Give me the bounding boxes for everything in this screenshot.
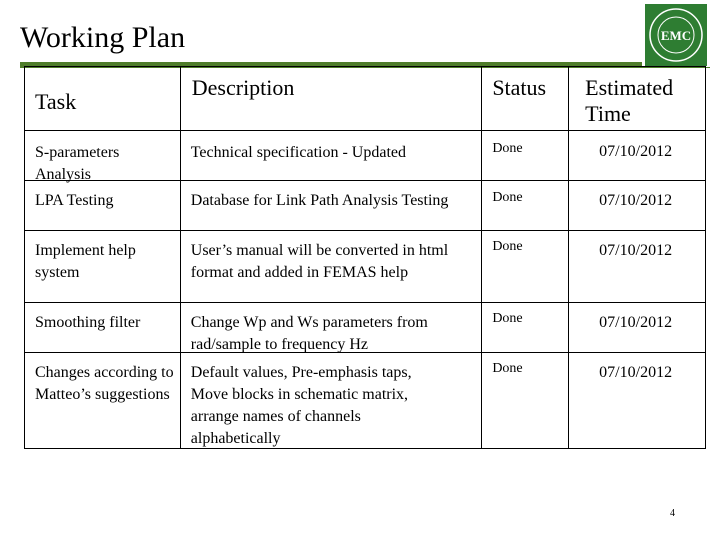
logo-text: EMC bbox=[660, 28, 692, 43]
time-cell: 07/10/2012 bbox=[599, 242, 673, 259]
task-cell: S-parameters Analysis bbox=[35, 144, 120, 183]
working-plan-table bbox=[24, 66, 706, 449]
task-cell: Changes according to Matteo’s suggestions bbox=[35, 364, 174, 403]
description-cell: User’s manual will be converted in html format and added in FEMAS help bbox=[190, 242, 449, 281]
header-status: Status bbox=[492, 75, 547, 100]
status-cell: Done bbox=[492, 361, 523, 376]
table-header-row bbox=[25, 67, 706, 131]
table-row bbox=[25, 353, 706, 449]
table-row bbox=[25, 231, 706, 303]
status-cell: Done bbox=[492, 190, 523, 205]
time-cell: 07/10/2012 bbox=[599, 364, 673, 381]
task-cell: Implement help system bbox=[35, 242, 136, 281]
time-cell: 07/10/2012 bbox=[599, 314, 673, 331]
task-cell: Smoothing filter bbox=[35, 314, 141, 331]
table-row bbox=[25, 181, 706, 231]
task-cell: LPA Testing bbox=[35, 192, 114, 209]
table-row bbox=[25, 131, 706, 181]
header-description: Description bbox=[191, 75, 295, 100]
header-task: Task bbox=[35, 89, 77, 114]
page-number: 4 bbox=[670, 508, 675, 519]
slide-title: Working Plan bbox=[20, 21, 186, 54]
status-cell: Done bbox=[492, 141, 523, 156]
emc-logo bbox=[645, 4, 707, 66]
description-cell: Default values, Pre-emphasis taps, Move blocks in schematic matrix, arrange names of channels alphabetically bbox=[190, 364, 412, 447]
description-cell: Technical specification - Updated bbox=[190, 144, 406, 161]
description-cell: Change Wp and Ws parameters from rad/sample to frequency Hz bbox=[190, 314, 428, 353]
time-cell: 07/10/2012 bbox=[599, 143, 673, 160]
status-cell: Done bbox=[492, 239, 523, 254]
table-row bbox=[25, 303, 706, 353]
time-cell: 07/10/2012 bbox=[599, 192, 673, 209]
status-cell: Done bbox=[492, 311, 523, 326]
description-cell: Database for Link Path Analysis Testing bbox=[190, 192, 449, 209]
header-estimated-time: Estimated Time bbox=[585, 75, 674, 126]
